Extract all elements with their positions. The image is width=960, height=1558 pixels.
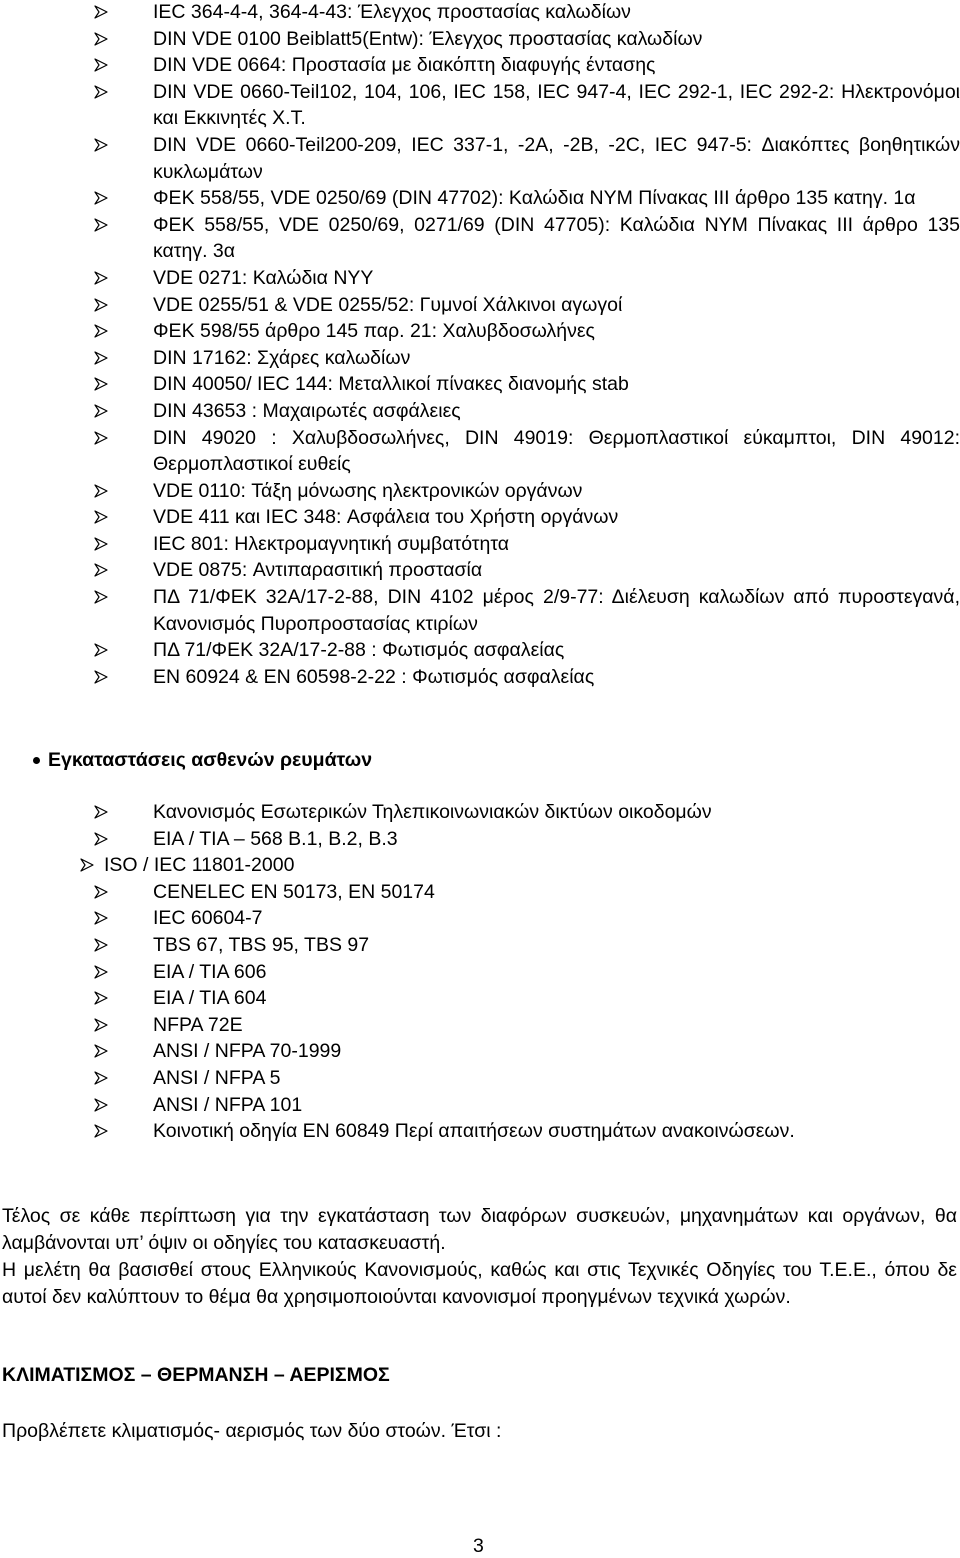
list-item-text: ANSI / NFPA 101 <box>153 1093 303 1116</box>
arrowhead-bullet-icon <box>94 85 108 99</box>
list-item-text: DIN VDE 0660-Teil102, 104, 106, IEC 158, IEC 947-4, IEC 292-1, IEC 292-2: Ηλεκτρονόμοι και Εκκινητές Χ.Τ. <box>153 80 960 130</box>
list-item <box>0 478 960 505</box>
list-item-text: ANSI / NFPA 70-1999 <box>153 1040 342 1063</box>
list-item <box>0 398 960 425</box>
arrowhead-bullet-icon <box>94 832 108 846</box>
list-item <box>0 932 960 959</box>
list-item-text: VDE 0255/51 & VDE 0255/52: Γυμνοί Χάλκινοι αγωγοί <box>153 293 623 316</box>
list-item <box>0 637 960 664</box>
list-item-text: IEC 60604-7 <box>153 907 263 930</box>
arrowhead-bullet-icon <box>94 670 108 684</box>
list-item <box>0 584 960 637</box>
arrowhead-bullet-icon <box>94 643 108 657</box>
list-item <box>0 292 960 319</box>
list-item <box>0 531 960 558</box>
arrowhead-bullet-icon <box>94 885 108 899</box>
list-item-text: TBS 67, TBS 95, TBS 97 <box>153 933 370 956</box>
arrowhead-bullet-icon <box>94 138 108 152</box>
list-item <box>0 26 960 53</box>
list-item-text: NFPA 72E <box>153 1013 243 1036</box>
list-item-text: DIN 43653 : Μαχαιρωτές ασφάλειες <box>153 399 461 422</box>
arrowhead-bullet-icon <box>94 1018 108 1032</box>
list-item-text: DIN 17162: Σχάρες καλωδίων <box>153 346 411 369</box>
arrowhead-bullet-icon <box>94 965 108 979</box>
closing-paragraph-2: Η μελέτη θα βασισθεί στους Ελληνικούς Κανονισμούς, καθώς και στις Τεχνικές Οδηγίες του Τ.Ε.Ε., όπου δε αυτοί δεν καλύπτουν το θέμα θα χρησιμοποιούνται κανονισμοί προηγμένων τεχνικά χωρών. <box>2 1259 957 1308</box>
list-item <box>0 318 960 345</box>
arrowhead-bullet-icon <box>94 351 108 365</box>
arrowhead-bullet-icon <box>94 1044 108 1058</box>
arrowhead-bullet-icon <box>80 858 94 872</box>
list-item <box>0 132 960 185</box>
arrowhead-bullet-icon <box>94 484 108 498</box>
arrowhead-bullet-icon <box>94 5 108 19</box>
list-item-text: EIA / TIA – 568 B.1, B.2, B.3 <box>153 827 398 850</box>
list-item <box>0 879 960 906</box>
arrowhead-bullet-icon <box>94 938 108 952</box>
list-item <box>0 852 960 879</box>
arrowhead-bullet-icon <box>94 218 108 232</box>
list-item <box>0 185 960 212</box>
list-item <box>0 265 960 292</box>
list-item <box>0 1118 960 1145</box>
arrowhead-bullet-icon <box>94 32 108 46</box>
arrowhead-bullet-icon <box>94 404 108 418</box>
arrowhead-bullet-icon <box>94 991 108 1005</box>
arrowhead-bullet-icon <box>94 271 108 285</box>
arrowhead-bullet-icon <box>94 324 108 338</box>
list-item <box>0 664 960 691</box>
list-item <box>0 1092 960 1119</box>
list-item <box>0 557 960 584</box>
list-item-text: ΠΔ 71/ΦΕΚ 32Α/17-2-88 : Φωτισμός ασφαλείας <box>153 639 565 662</box>
list-item <box>0 985 960 1012</box>
arrowhead-bullet-icon <box>94 1071 108 1085</box>
arrowhead-bullet-icon <box>94 563 108 577</box>
list-item <box>0 826 960 853</box>
list-item-text: Κοινοτική οδηγία EN 60849 Περί απαιτήσεων συστημάτων ανακοινώσεων. <box>153 1120 795 1143</box>
list-item-text: ΦΕΚ 598/55 άρθρο 145 παρ. 21: Χαλυβδοσωλήνες <box>153 320 595 343</box>
dot-bullet-icon <box>33 757 40 764</box>
arrowhead-bullet-icon <box>94 431 108 445</box>
arrowhead-bullet-icon <box>94 510 108 524</box>
list-item-text: IEC 364-4-4, 364-4-43: Έλεγχος προστασίας καλωδίων <box>153 1 631 23</box>
list-item <box>0 52 960 79</box>
section-intro: Προβλέπετε κλιματισμός- αερισμός των δύο στοών. Έτσι : <box>2 1420 502 1442</box>
list-item <box>0 1038 960 1065</box>
arrowhead-bullet-icon <box>94 805 108 819</box>
list-item-text: IEC 801: Ηλεκτρομαγνητική συμβατότητα <box>153 532 510 555</box>
list-item <box>0 1012 960 1039</box>
arrowhead-bullet-icon <box>94 590 108 604</box>
page-number: 3 <box>473 1535 484 1557</box>
arrowhead-bullet-icon <box>94 58 108 72</box>
arrowhead-bullet-icon <box>94 377 108 391</box>
list-item-text: EN 60924 & EN 60598-2-22 : Φωτισμός ασφαλείας <box>153 665 595 688</box>
arrowhead-bullet-icon <box>94 191 108 205</box>
list-item-text: EIA / TIA 606 <box>153 960 267 983</box>
list-item <box>0 79 960 132</box>
list-item <box>0 799 960 826</box>
arrowhead-bullet-icon <box>94 911 108 925</box>
list-item-text: ΦΕΚ 558/55, VDE 0250/69, 0271/69 (DIN 47705): Καλώδια NYM Πίνακας ΙΙΙ άρθρο 135 κατηγ. 3α <box>153 213 960 263</box>
list-item <box>0 959 960 986</box>
list-item <box>0 1065 960 1092</box>
arrowhead-bullet-icon <box>94 1098 108 1112</box>
list-item <box>0 371 960 398</box>
weak-current-heading <box>48 747 372 773</box>
list-item <box>0 0 960 26</box>
section-title: ΚΛΙΜΑΤΙΣΜΟΣ – ΘΕΡΜΑΝΣΗ – ΑΕΡΙΣΜΟΣ <box>2 1364 390 1386</box>
list-item-text: DIN 40050/ IEC 144: Μεταλλικοί πίνακες διανομής stab <box>153 373 629 396</box>
list-item-text: CENELEC EN 50173, EN 50174 <box>153 880 435 903</box>
weak-current-heading-text: Εγκαταστάσεις ασθενών ρευμάτων <box>48 749 373 771</box>
list-item-text: VDE 411 και IEC 348: Ασφάλεια του Χρήστη οργάνων <box>153 506 619 529</box>
list-item-text: VDE 0110: Τάξη μόνωσης ηλεκτρονικών οργάνων <box>153 479 583 502</box>
list-item-text: ISO / IEC 11801-2000 <box>104 854 295 877</box>
list-item-text: DIN VDE 0100 Beiblatt5(Entw): Έλεγχος προστασίας καλωδίων <box>153 27 703 50</box>
list-item-text: Κανονισμός Εσωτερικών Τηλεπικοινωνιακών δικτύων οικοδομών <box>153 801 712 823</box>
list-item <box>0 504 960 531</box>
list-item-text: ANSI / NFPA 5 <box>153 1066 281 1089</box>
list-item-text: ΠΔ 71/ΦΕΚ 32Α/17-2-88, DIN 4102 μέρος 2/9-77: Διέλευση καλωδίων από πυροστεγανά, Κανονισμός Πυροπροστασίας κτιρίων <box>153 586 960 635</box>
standards-list <box>0 0 960 690</box>
list-item-text: DIN 49020 : Χαλυβδοσωλήνες, DIN 49019: Θερμοπλαστικοί εύκαμπτοι, DIN 49012: Θερμοπλαστικοί ευθείς <box>153 426 960 476</box>
arrowhead-bullet-icon <box>94 1124 108 1138</box>
list-item-text: VDE 0271: Καλώδια NYY <box>153 266 374 289</box>
list-item <box>0 905 960 932</box>
arrowhead-bullet-icon <box>94 537 108 551</box>
closing-paragraph-1: Τέλος σε κάθε περίπτωση για την εγκατάσταση των διαφόρων συσκευών, μηχανημάτων και οργάνων, θα λαμβάνονται υπ’ όψιν οι οδηγίες του κατασκευαστή. <box>2 1205 957 1254</box>
list-item-text: EIA / TIA 604 <box>153 987 267 1010</box>
arrowhead-bullet-icon <box>94 298 108 312</box>
weak-current-list <box>0 799 960 1145</box>
list-item-text: ΦΕΚ 558/55, VDE 0250/69 (DIN 47702): Καλώδια NYM Πίνακας ΙΙΙ άρθρο 135 κατηγ. 1α <box>153 187 916 210</box>
list-item <box>0 345 960 372</box>
list-item-text: VDE 0875: Αντιπαρασιτική προστασία <box>153 559 483 582</box>
list-item-text: DIN VDE 0660-Teil200-209, IEC 337-1, -2A, -2B, -2C, IEC 947-5: Διακόπτες βοηθητικών κυκλωμάτων <box>153 133 960 183</box>
list-item <box>0 212 960 265</box>
list-item-text: DIN VDE 0664: Προστασία με διακόπτη διαφυγής έντασης <box>153 54 656 77</box>
list-item <box>0 425 960 478</box>
